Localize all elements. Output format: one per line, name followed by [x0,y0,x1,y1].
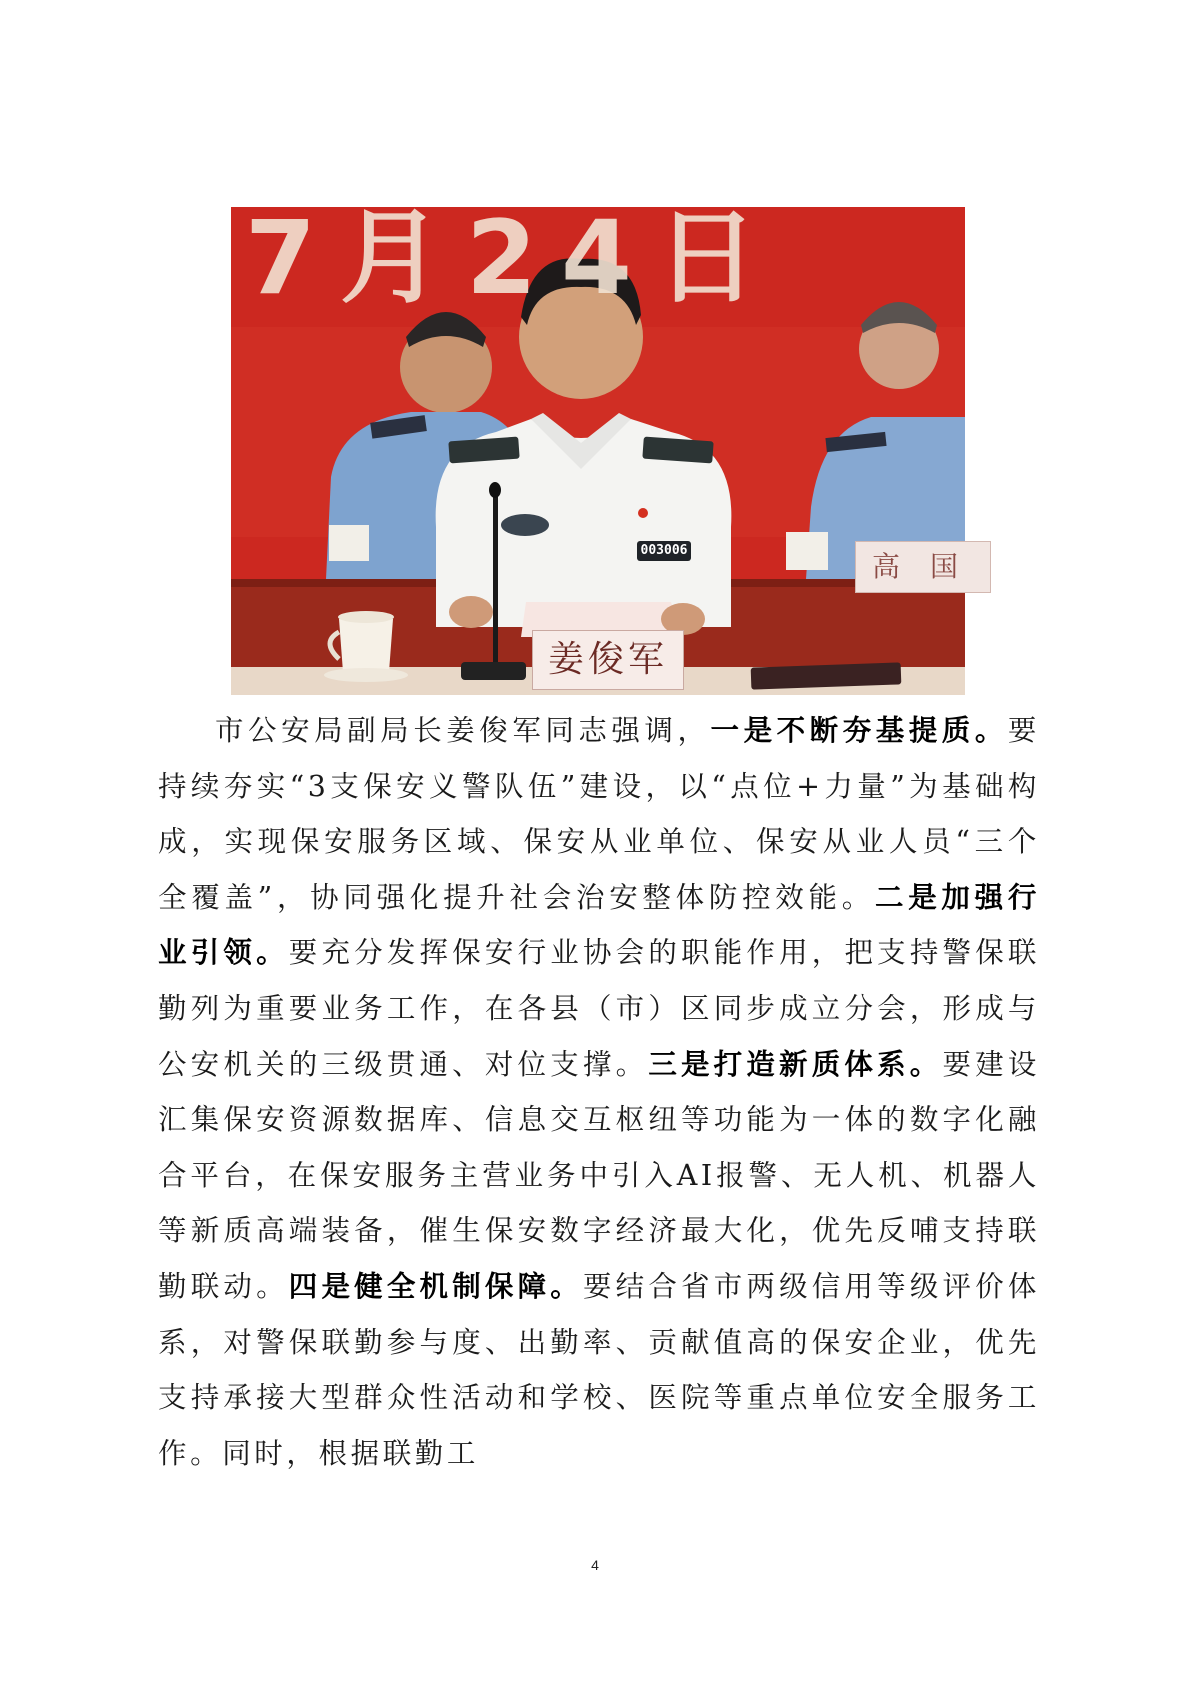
point-one-heading: 一是不断夯基提质。 [710,714,1008,747]
side-nameplate: 高国 [855,541,991,593]
speaker-nameplate: 姜俊军 [532,630,684,690]
point-one-text: 要持续夯实“3支保安义警队伍”建设，以“点位+力量”为基础构成，实现保安服务区域、保安从业单位、保安从业人员“三个全覆盖”，协同强化提升社会治安整体防控效能。 [158,714,1040,914]
point-two-text: 要充分发挥保安行业协会的职能作用，把支持警保联勤列为重要业务工作，在各县（市）区同步成立分会，形成与公安机关的三级贯通、对位支撑。 [158,936,1040,1081]
point-two-heading: 二是加强行业引领。 [158,880,1040,970]
article-paragraph [158,703,1040,1481]
point-three-text: 要建设汇集保安资源数据库、信息交互枢纽等功能为一体的数字化融合平台，在保安服务主营业务中引入AI报警、无人机、机器人等新质高端装备，催生保安数字经济最大化，优先反哺支持联勤联动。 [158,1047,1040,1303]
article-body [158,703,1040,1481]
point-four-heading: 四是健全机制保障。 [288,1269,583,1303]
police-badge-number: 003006 [637,541,691,561]
meeting-photo [231,199,989,695]
banner-date-text: 7月24日 [245,199,782,318]
point-four-text: 要结合省市两级信用等级评价体系，对警保联勤参与度、出勤率、贡献值高的保安企业，优先支持承接大型群众性活动和学校、医院等重点单位安全服务工作。同时，根据联勤工 [158,1269,1041,1470]
intro-text: 市公安局副局长姜俊军同志强调， [215,714,711,747]
point-three-heading: 三是打造新质体系。 [648,1047,943,1081]
page-number: 4 [591,1557,599,1573]
